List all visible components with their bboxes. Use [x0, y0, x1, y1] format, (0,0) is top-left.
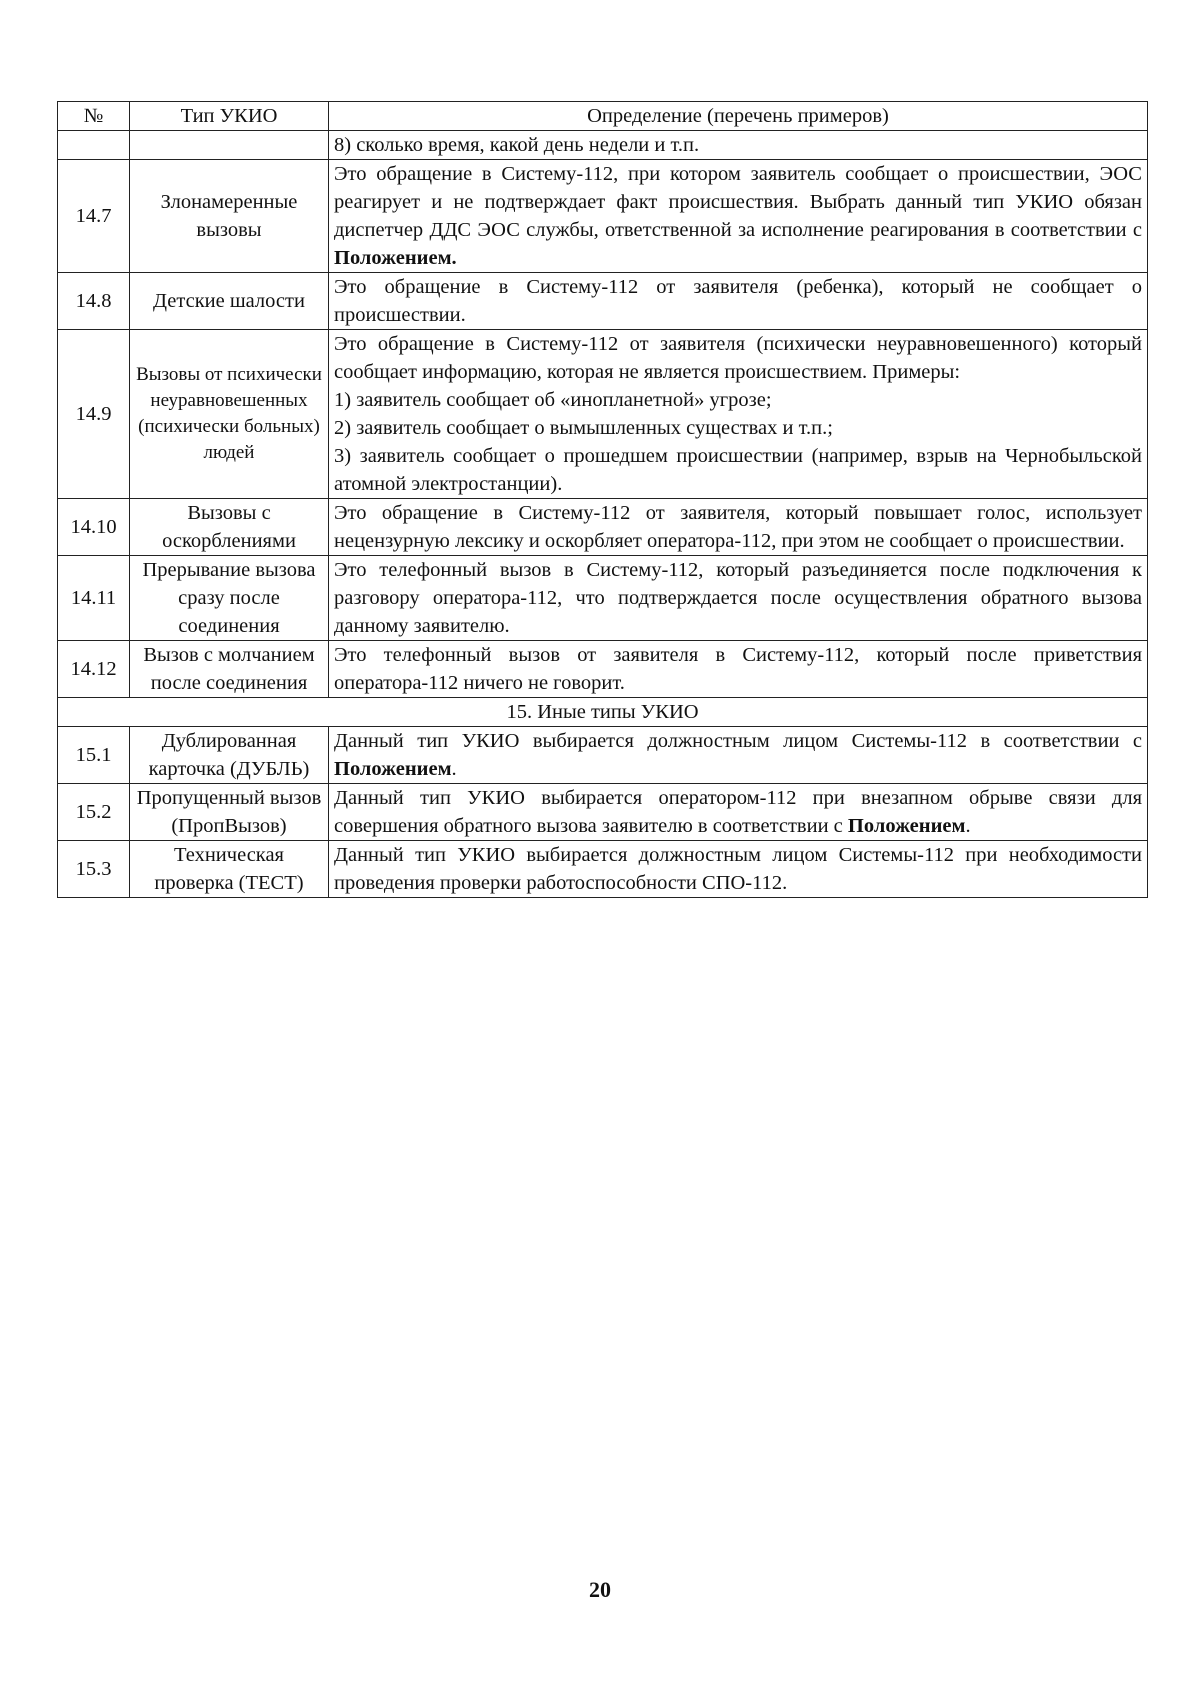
list-item: 1) заявитель сообщает об «инопланетной» угрозе; [334, 389, 772, 411]
definition-bold: Положением. [334, 247, 457, 269]
header-definition: Определение (перечень примеров) [329, 102, 1148, 131]
section-heading: 15. Иные типы УКИО [58, 698, 1148, 727]
row-number: 15.1 [58, 727, 130, 784]
row-definition: Данный тип УКИО выбирается должностным лицом Системы-112 при необходимости проведения проверки работоспособности СПО-112. [329, 841, 1148, 898]
row-definition: Это телефонный вызов в Систему-112, который разъединяется после подключения к разговору оператора-112, что подтверждается после осуществления обратного вызова данному заявителю. [329, 556, 1148, 641]
row-number: 15.2 [58, 784, 130, 841]
table-row [58, 556, 1148, 641]
row-type: Вызов с молчанием после соединения [130, 641, 329, 698]
list-item: 3) заявитель сообщает о прошедшем происшествии (например, взрыв на Чернобыльской атомной электростанции). [334, 445, 1142, 495]
table-row [58, 727, 1148, 784]
page-number: 20 [589, 1577, 611, 1602]
definition-text: Это обращение в Систему-112 от заявителя (психически неуравновешенного) который сообщает информацию, которая не является происшествием. Примеры: [334, 333, 1142, 383]
row-definition [329, 784, 1148, 841]
row-type: Детские шалости [130, 273, 329, 330]
row-type: Техническая проверка (ТЕСТ) [130, 841, 329, 898]
header-number: № [58, 102, 130, 131]
table-row [58, 641, 1148, 698]
definition-text: Данный тип УКИО выбирается должностным лицом Системы-112 в соответствии с [334, 730, 1142, 752]
table-row [58, 784, 1148, 841]
row-number: 14.7 [58, 160, 130, 273]
definition-tail: . [451, 758, 457, 780]
row-number [58, 131, 130, 160]
definition-text: Это обращение в Систему-112, при котором заявитель сообщает о происшествии, ЭОС реагирует и не подтверждает факт происшествия. Выбрать данный тип УКИО обязан диспетчер ДДС ЭОС службы, ответственной за исполнение реагирования в соответствии с [334, 163, 1142, 241]
row-definition: 8) сколько время, какой день недели и т.п. [329, 131, 1148, 160]
row-type: Вызовы с оскорблениями [130, 499, 329, 556]
table-row-continued [58, 131, 1148, 160]
table-row [58, 499, 1148, 556]
row-type: Дублированная карточка (ДУБЛЬ) [130, 727, 329, 784]
row-type: Злонамеренные вызовы [130, 160, 329, 273]
row-number: 14.12 [58, 641, 130, 698]
header-type: Тип УКИО [130, 102, 329, 131]
row-number: 14.10 [58, 499, 130, 556]
row-type [130, 131, 329, 160]
list-item: 2) заявитель сообщает о вымышленных существах и т.п.; [334, 417, 833, 439]
row-definition: Это обращение в Систему-112 от заявителя, который повышает голос, использует нецензурную лексику и оскорбляет оператора-112, при этом не сообщает о происшествии. [329, 499, 1148, 556]
row-definition: Это телефонный вызов от заявителя в Систему-112, который после приветствия оператора-112 ничего не говорит. [329, 641, 1148, 698]
definition-bold: Положением [334, 758, 452, 780]
row-type: Вызовы от психически неуравновешенных (психически больных) людей [130, 330, 329, 499]
row-type: Прерывание вызова сразу после соединения [130, 556, 329, 641]
table-row [58, 841, 1148, 898]
row-number: 14.11 [58, 556, 130, 641]
row-number: 15.3 [58, 841, 130, 898]
section-heading-row [58, 698, 1148, 727]
row-definition [329, 727, 1148, 784]
definition-text: Данный тип УКИО выбирается оператором-112 при внезапном обрыве связи для совершения обратного вызова заявителю в соответствии с [334, 787, 1142, 837]
row-number: 14.8 [58, 273, 130, 330]
table-row [58, 273, 1148, 330]
row-type: Пропущенный вызов (ПропВызов) [130, 784, 329, 841]
row-definition: Это обращение в Систему-112 от заявителя (ребенка), который не сообщает о происшествии. [329, 273, 1148, 330]
row-number: 14.9 [58, 330, 130, 499]
row-definition [329, 160, 1148, 273]
ukio-types-table [57, 101, 1148, 898]
table-row [58, 160, 1148, 273]
definition-bold: Положением [847, 815, 966, 837]
table-header-row [58, 102, 1148, 131]
definition-tail: . [965, 815, 971, 837]
row-definition [329, 330, 1148, 499]
table-row [58, 330, 1148, 499]
